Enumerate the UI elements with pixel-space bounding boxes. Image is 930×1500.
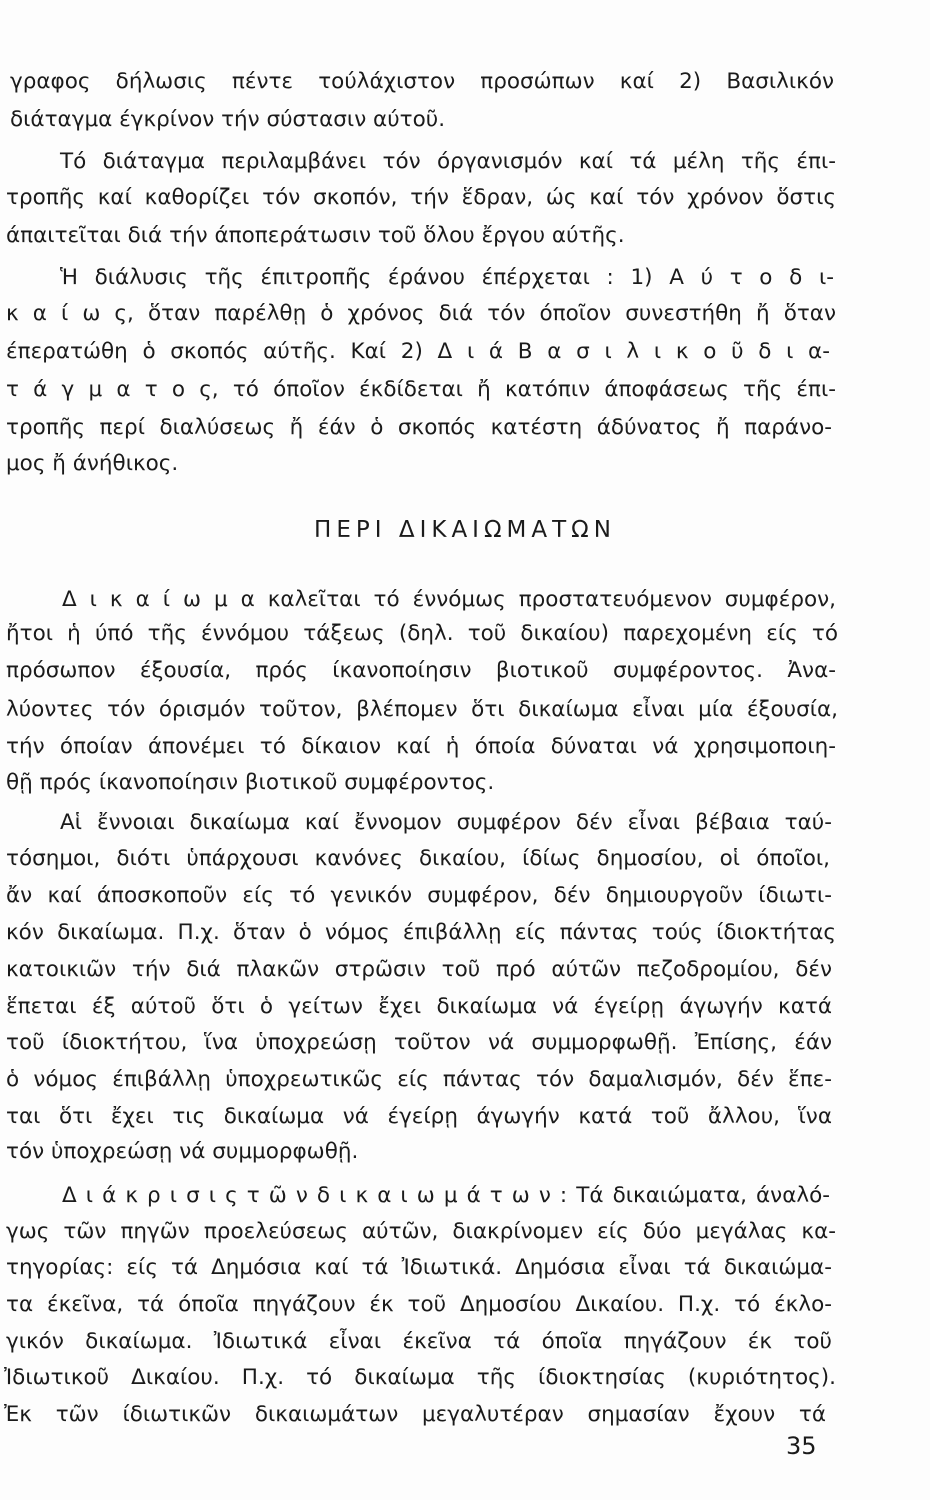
text-line: τ ά γ μ α τ ο ς, τό όποῖον έκδίδεται ἤ κατόπιν άποφάσεως τῆς έπι- bbox=[6, 377, 836, 402]
text-line: ἄν καί άποσκοποῦν είς τό γενικόν συμφέρον, δέν δημιουργοῦν ίδιωτι- bbox=[6, 883, 832, 908]
text-line: τόν ὑποχρεώσῃ νά συμμορφωθῇ. bbox=[6, 1139, 359, 1164]
text-line: τα έκεῖνα, τά όποῖα πηγάζουν έκ τοῦ Δημοσίου Δικαίου. Π.χ. τό έκλο- bbox=[6, 1292, 832, 1317]
text-line: ἤτοι ἡ ύπό τῆς έννόμου τάξεως (δηλ. τοῦ δικαίου) παρεχομένη είς τό bbox=[6, 621, 838, 646]
text-line: διάταγμα έγκρίνον τήν σύστασιν αύτοῦ. bbox=[10, 107, 446, 132]
text-line: Δ ι κ α ί ω μ α καλεῖται τό έννόμως προστατευόμενον συμφέρον, bbox=[62, 587, 836, 612]
text-line: κ α ί ω ς, ὅταν παρέλθῃ ὁ χρόνος διά τόν όποῖον συνεστήθη ἤ ὅταν bbox=[6, 301, 836, 326]
text-line: τηγορίας: είς τά Δημόσια καί τά Ἰδιωτικά. Δημόσια εἶναι τά δικαιώμα- bbox=[6, 1255, 832, 1280]
page-number: 35 bbox=[786, 1432, 817, 1460]
text-line: Δ ι ά κ ρ ι σ ι ς τ ῶ ν δ ι κ α ι ω μ ά τ ω ν : Τά δικαιώματα, άναλό- bbox=[62, 1183, 830, 1208]
text-line: έπερατώθη ὁ σκοπός αύτῆς. Καί 2) Δ ι ά Β α σ ι λ ι κ ο ῦ δ ι α- bbox=[6, 339, 830, 364]
text-line: θῇ πρός ίκανοποίησιν βιοτικοῦ συμφέροντος. bbox=[6, 770, 495, 795]
text-line: πρόσωπον έξουσία, πρός ίκανοποίησιν βιοτικοῦ συμφέροντος. Ἀνα- bbox=[6, 658, 836, 683]
text-line: μος ἤ άνήθικος. bbox=[6, 451, 179, 476]
text-line: τήν όποίαν άπονέμει τό δίκαιον καί ἡ όποία δύναται νά χρησιμοποιη- bbox=[6, 734, 836, 759]
text-line: κατοικιῶν τήν διά πλακῶν στρῶσιν τοῦ πρό αύτῶν πεζοδρομίου, δέν bbox=[6, 957, 832, 982]
text-line: λύοντες τόν όρισμόν τοῦτον, βλέπομεν ὅτι δικαίωμα εἶναι μία έξουσία, bbox=[6, 697, 838, 722]
text-line: Ἐκ τῶν ίδιωτικῶν δικαιωμάτων μεγαλυτέραν σημασίαν ἔχουν τά bbox=[4, 1402, 826, 1427]
text-line: Αἱ ἔννοιαι δικαίωμα καί ἔννομον συμφέρον δέν εἶναι βέβαια ταύ- bbox=[60, 810, 832, 835]
text-line: Ἡ διάλυσις τῆς έπιτροπῆς έράνου έπέρχεται : 1) Α ύ τ ο δ ι- bbox=[60, 265, 834, 290]
text-line: κόν δικαίωμα. Π.χ. ὅταν ὁ νόμος έπιβάλλῃ είς πάντας τούς ίδιοκτήτας bbox=[6, 920, 836, 945]
text-line: τόσημοι, διότι ὑπάρχουσι κανόνες δικαίου, ίδίως δημοσίου, οἱ όποῖοι, bbox=[6, 846, 830, 871]
text-line: ται ὅτι ἔχει τις δικαίωμα νά έγείρῃ άγωγήν κατά τοῦ ἄλλου, ἵνα bbox=[6, 1104, 832, 1129]
text-line: ἕπεται έξ αύτοῦ ὅτι ὁ γείτων ἔχει δικαίωμα νά έγείρῃ άγωγήν κατά bbox=[6, 994, 832, 1019]
text-line: τροπῆς καί καθορίζει τόν σκοπόν, τήν ἕδραν, ώς καί τόν χρόνον ὅστις bbox=[6, 185, 836, 210]
text-line: τροπῆς περί διαλύσεως ἤ έάν ὁ σκοπός κατέστη άδύνατος ἤ παράνο- bbox=[6, 415, 832, 440]
text-line: γικόν δικαίωμα. Ἰδιωτικά εἶναι έκεῖνα τά όποῖα πηγάζουν έκ τοῦ bbox=[6, 1329, 832, 1354]
text-line: τοῦ ίδιοκτήτου, ἵνα ὑποχρεώσῃ τοῦτον νά συμμορφωθῇ. Ἐπίσης, έάν bbox=[6, 1030, 832, 1055]
text-line: άπαιτεῖται διά τήν άποπεράτωσιν τοῦ ὅλου ἔργου αύτῆς. bbox=[6, 223, 625, 248]
text-line: Τό διάταγμα περιλαμβάνει τόν όργανισμόν καί τά μέλη τῆς έπι- bbox=[60, 149, 836, 174]
section-heading: ΠΕΡΙ ΔΙΚΑΙΩΜΑΤΩΝ bbox=[314, 517, 616, 543]
text-line: γραφος δήλωσις πέντε τούλάχιστον προσώπων καί 2) Βασιλικόν bbox=[10, 69, 834, 94]
text-line: ὁ νόμος έπιβάλλῃ ὑποχρεωτικῶς είς πάντας τόν δαμαλισμόν, δέν ἕπε- bbox=[6, 1067, 832, 1092]
text-line: Ἰδιωτικοῦ Δικαίου. Π.χ. τό δικαίωμα τῆς ίδιοκτησίας (κυριότητος). bbox=[4, 1365, 836, 1390]
text-line: γως τῶν πηγῶν προελεύσεως αύτῶν, διακρίνομεν είς δύο μεγάλας κα- bbox=[6, 1219, 836, 1244]
